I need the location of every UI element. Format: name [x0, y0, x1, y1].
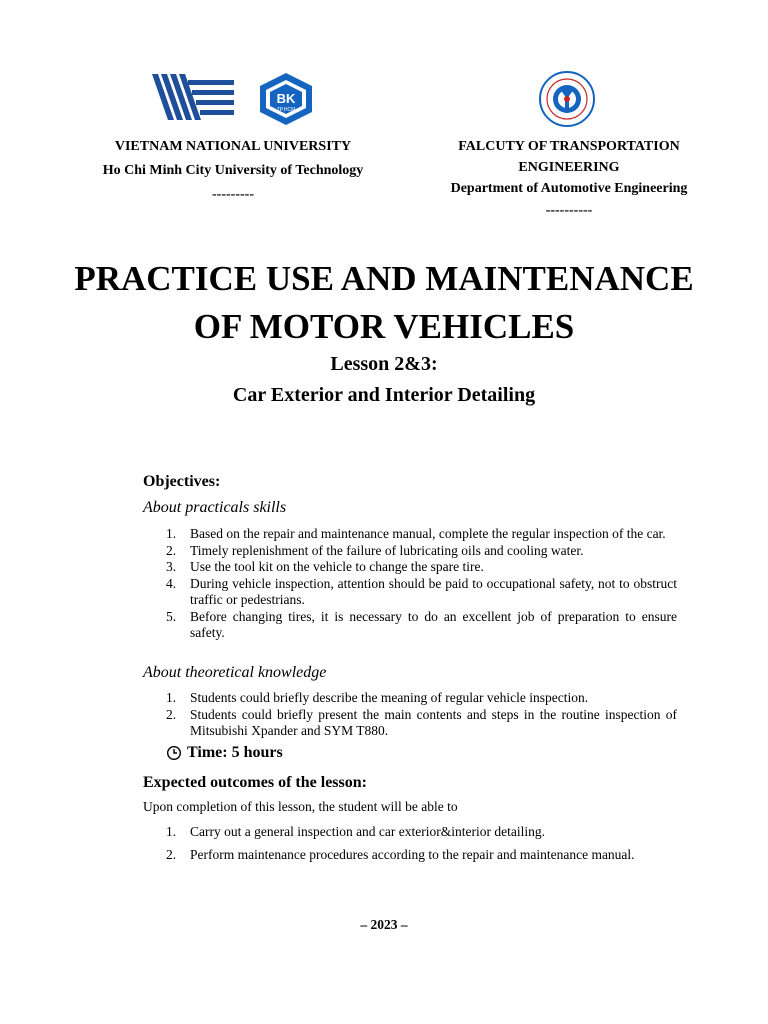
footer-year: – 2023 –: [360, 917, 408, 932]
faculty-name-line2: ENGINEERING: [518, 160, 620, 175]
subtitle-block: [0, 350, 768, 410]
objectives-heading: Objectives:: [143, 473, 221, 490]
lesson-number: Lesson 2&3:: [330, 353, 438, 375]
vnu-logo: [152, 72, 236, 124]
outcomes-list: [166, 822, 677, 864]
list-item: 5. Before changing tires, it is necessary to do an excellent job of preparation to ensure safety.: [166, 608, 677, 640]
header-left: [60, 136, 406, 205]
bk-logo-subtext: TP.HCM: [276, 107, 296, 113]
list-item: 1. Based on the repair and maintenance manual, complete the regular inspection of the car.: [166, 526, 666, 541]
department-name: Department of Automotive Engineering: [450, 181, 688, 196]
faculty-logo: [538, 70, 596, 128]
bk-logo-text: BK: [276, 91, 296, 106]
list-item: 1. Carry out a general inspection and car exterior&interior detailing.: [166, 824, 545, 839]
list-item: 4. During vehicle inspection, attention should be paid to occupational safety, not to obstruct traffic or pedestrians.: [166, 575, 677, 607]
knowledge-heading: About theoretical knowledge: [143, 664, 327, 681]
header-left-divider: ---------: [212, 187, 254, 202]
bk-logo: [256, 72, 316, 126]
knowledge-list: [166, 690, 677, 740]
skills-list: [166, 526, 677, 642]
outcomes-heading: Expected outcomes of the lesson:: [143, 774, 367, 791]
list-item: 2. Students could briefly present the main contents and steps in the routine inspection of Mitsubishi Xpander and SYM T880.: [166, 706, 677, 738]
list-item: 2. Timely replenishment of the failure of lubricating oils and cooling water.: [166, 542, 584, 558]
faculty-name-line1: FALCUTY OF TRANSPORTATION: [458, 139, 680, 154]
outcomes-intro: Upon completion of this lesson, the student will be able to: [143, 799, 458, 814]
lesson-topic: Car Exterior and Interior Detailing: [232, 384, 536, 406]
skills-heading: About practicals skills: [143, 499, 287, 516]
list-item: 1. Students could briefly describe the meaning of regular vehicle inspection.: [166, 690, 589, 705]
title-line1: PRACTICE USE AND MAINTENANCE: [74, 259, 694, 298]
title-block: [0, 255, 768, 351]
header-right-divider: ----------: [545, 203, 593, 218]
school-name: Ho Chi Minh City University of Technology: [102, 163, 364, 178]
clock-icon: [166, 745, 182, 761]
header-right: [414, 136, 724, 221]
title-line2: OF MOTOR VEHICLES: [193, 307, 575, 346]
list-item: 2. Perform maintenance procedures according to the repair and maintenance manual.: [166, 847, 635, 862]
time-text: Time: 5 hours: [187, 744, 283, 761]
list-item: 3. Use the tool kit on the vehicle to change the spare tire.: [166, 559, 484, 574]
time-line: [166, 744, 283, 762]
university-name: VIETNAM NATIONAL UNIVERSITY: [114, 139, 352, 154]
